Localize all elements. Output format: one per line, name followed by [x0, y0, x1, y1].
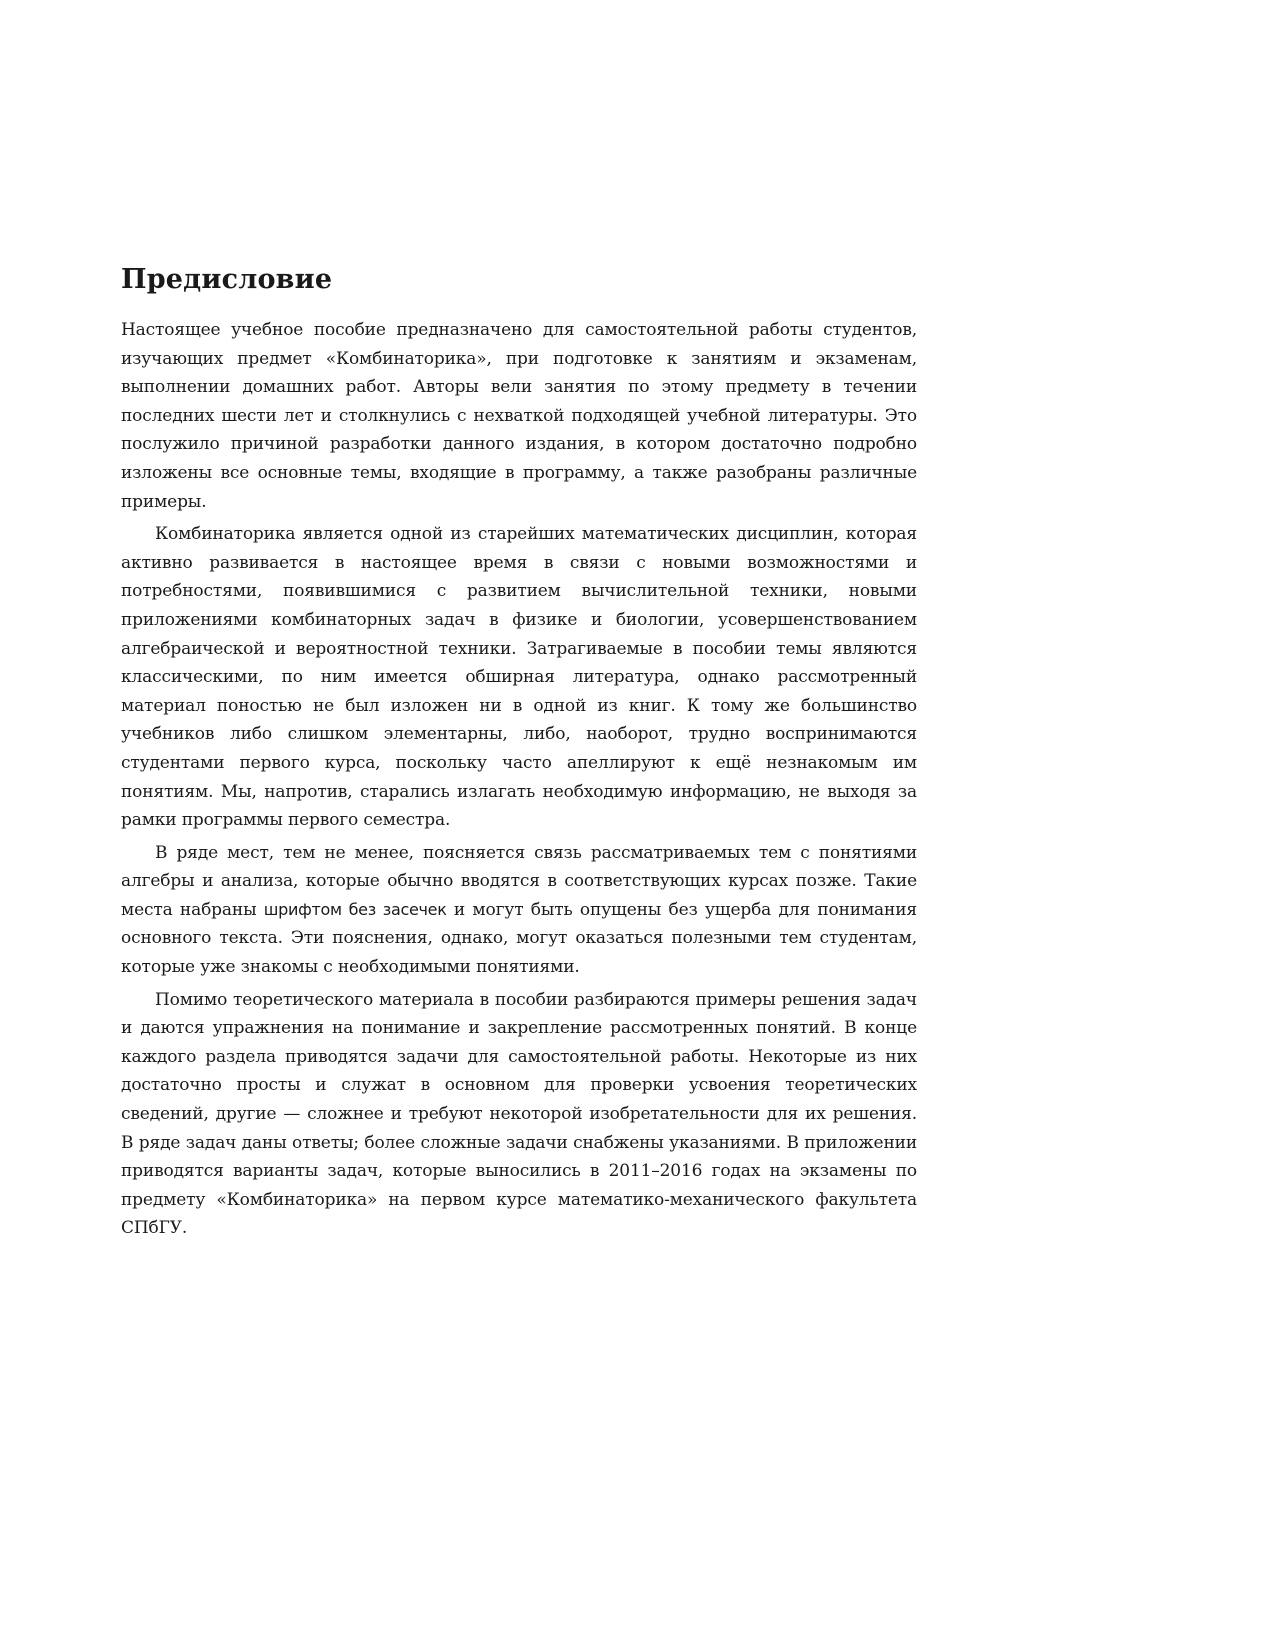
- section-title: Предисловие: [121, 264, 333, 295]
- document-page: [121, 262, 917, 1247]
- paragraph-sans-serif-note: [121, 839, 917, 982]
- paragraph-sans-serif-note-after: и могут быть опущены без ущерба для понимания основного текста. Эти пояснения, однако, могут оказаться полезными тем студентам, которые уже знакомы с необходимыми понятиями.: [121, 899, 917, 978]
- sans-serif-phrase: шрифтом без засечек: [263, 899, 447, 919]
- paragraph-sans-serif-note-before: В ряде мест, тем не менее, поясняется связь рассматриваемых тем с понятиями алгебры и анализа, которые обычно вводятся в соответствующих курсах позже. Такие места набраны: [121, 842, 917, 920]
- paragraph-exercises: Помимо теоретического материала в пособии разбираются примеры решения задач и даются упражнения на понимание и закрепление рассмотренных понятий. В конце каждого раздела приводятся задачи для самостоятельной работы. Некоторые из них достаточно просты и служат в основном для проверки усвоения теоретических сведений, другие — сложнее и требуют некоторой изобретательности для их решения. В ряде задач даны ответы; более сложные задачи снабжены указаниями. В приложении приводятся варианты задач, которые выносились в 2011–2016 годах на экзамены по предмету «Комбинаторика» на первом курсе математико-механического факультета СПбГУ.: [121, 989, 917, 1239]
- paragraph-purpose: Настоящее учебное пособие предназначено для самостоятельной работы студентов, изучающих предмет «Комбинаторика», при подготовке к занятиям и экзаменам, выполнении домашних работ. Авторы вели занятия по этому предмету в течении последних шести лет и столкнулись с нехваткой подходящей учебной литературы. Это послужило причиной разработки данного издания, в котором достаточно подробно изложены все основные темы, входящие в программу, а также разобраны различные примеры.: [121, 320, 917, 512]
- paragraph-combinatorics: Комбинаторика является одной из старейших математических дисциплин, которая активно развивается в настоящее время в связи с новыми возможностями и потребностями, появившимися с развитием вычислительной техники, новыми приложениями комбинаторных задач в физике и биологии, усовершенствованием алгебраической и вероятностной техники. Затрагиваемые в пособии темы являются классическими, по ним имеется обширная литература, однако рассмотренный материал поностью не был изложен ни в одной из книг. К тому же большинство учебников либо слишком элементарны, либо, наоборот, трудно воспринимаются студентами первого курса, поскольку часто апеллируют к ещё незнакомым им понятиям. Мы, напротив, старались излагать необходимую информацию, не выходя за рамки программы первого семестра.: [121, 524, 917, 831]
